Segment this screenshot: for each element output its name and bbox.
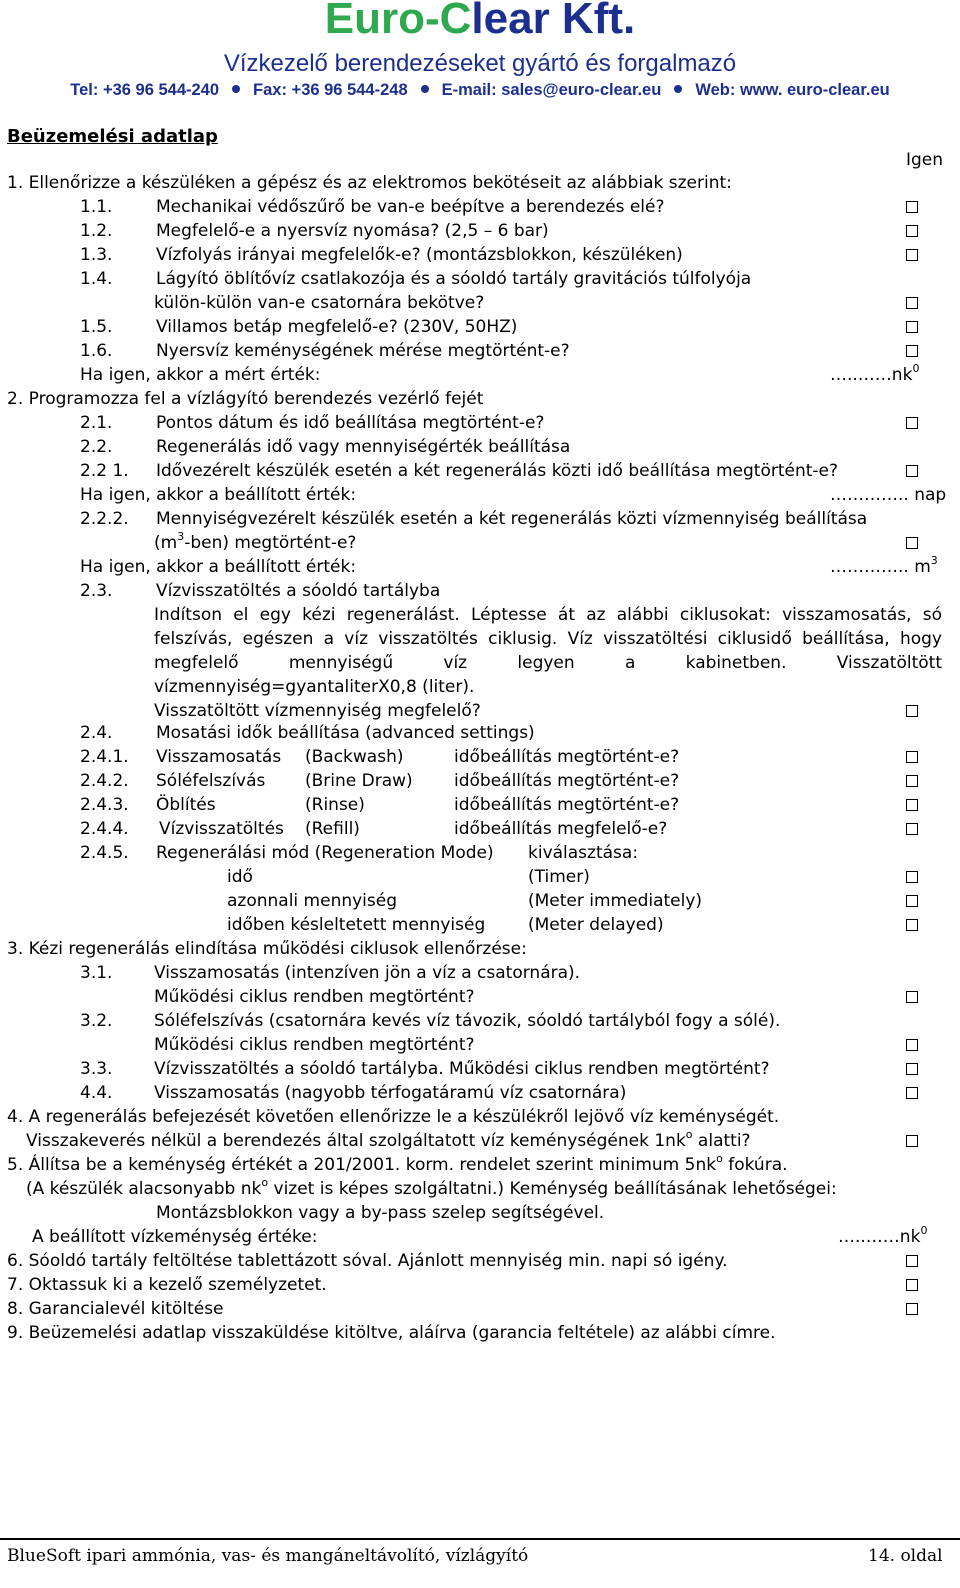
value-prompt: Ha igen, akkor a mért érték: xyxy=(80,365,321,385)
item-number: 2.4.4. xyxy=(80,819,129,839)
item-text xyxy=(26,1130,751,1152)
item-number: 2.4. xyxy=(80,723,113,743)
degree-superscript: o xyxy=(716,1152,723,1166)
section-5-heading xyxy=(7,1154,788,1176)
mode-english: (Timer) xyxy=(528,867,590,887)
unit-superscript: 3 xyxy=(177,530,185,544)
item-text: Mennyiségvezérelt készülék esetén a két regenerálás közti vízmennyiség beállítása xyxy=(156,509,868,529)
text-part: (m xyxy=(154,533,178,553)
item-text: Vízvisszatöltés a sóoldó tartályba. Működési ciklus rendben megtörtént? xyxy=(154,1059,770,1079)
item-number: 3.2. xyxy=(80,1011,113,1031)
cycle-english: (Rinse) xyxy=(305,795,365,815)
item-text: Regenerálás idő vagy mennyiségérték beállítása xyxy=(156,437,571,457)
mode-name: időben késleltetett mennyiség xyxy=(227,915,486,935)
item-number: 1.4. xyxy=(80,269,113,289)
contact-fax: Fax: +36 96 544-248 xyxy=(253,81,408,99)
section-1-heading: 1. Ellenőrizze a készüléken a gépész és az elektromos bekötéseit az alábbiak szerint: xyxy=(7,173,732,193)
value-field[interactable] xyxy=(830,364,919,386)
section-8-heading: 8. Garancialevél kitöltése xyxy=(7,1299,224,1319)
section-7-heading: 7. Oktassuk ki a kezelő személyzetet. xyxy=(7,1275,327,1295)
mode-name: idő xyxy=(227,867,253,887)
checkbox-2-4-2[interactable] xyxy=(906,775,918,787)
checkbox-2-4-4[interactable] xyxy=(906,823,918,835)
item-number: 1.6. xyxy=(80,341,113,361)
unit-superscript: 0 xyxy=(920,1224,928,1238)
item-number: 3.1. xyxy=(80,963,113,983)
item-text: Mosatási idők beállítása (advanced settings) xyxy=(156,723,535,743)
mode-name: azonnali mennyiség xyxy=(227,891,398,911)
item-text: Visszamosatás (intenzíven jön a víz a csatornára). xyxy=(154,963,581,983)
degree-superscript: o xyxy=(261,1176,269,1190)
item-text xyxy=(154,532,356,554)
item-text: Lágyító öblítővíz csatlakozója és a sóoldó tartály gravitációs túlfolyója xyxy=(156,269,752,289)
footer-divider xyxy=(0,1538,960,1540)
checkbox-4[interactable] xyxy=(906,1135,918,1147)
item-number: 3.3. xyxy=(80,1059,113,1079)
checkbox-2-1[interactable] xyxy=(906,417,918,429)
checkbox-4-4[interactable] xyxy=(906,1087,918,1099)
contact-line xyxy=(0,81,960,100)
cycle-english: (Refill) xyxy=(305,819,360,839)
text-part: Visszakeverés nélkül a berendezés által szolgáltatott víz keménységének 1nk xyxy=(26,1131,686,1151)
page-title: Beüzemelési adatlap xyxy=(7,126,218,147)
item-number: 2.2. xyxy=(80,437,113,457)
cycle-check-text: időbeállítás megtörtént-e? xyxy=(454,747,680,767)
paragraph-line: Visszatöltött vízmennyiség megfelelő? xyxy=(154,701,481,721)
degree-superscript: o xyxy=(685,1128,693,1142)
value-prompt: Ha igen, akkor a beállított érték: xyxy=(80,557,357,577)
cycle-english: (Brine Draw) xyxy=(305,771,413,791)
section-9-heading: 9. Beüzemelési adatlap visszaküldése kitöltve, aláírva (garancia feltétele) az alábbi címre. xyxy=(7,1323,776,1343)
paragraph-line: megfelelő mennyiségű víz legyen a kabinetben. Visszatöltött xyxy=(154,653,942,673)
contact-email[interactable]: E-mail: sales@euro-clear.eu xyxy=(441,81,662,99)
checkbox-mode-immediate[interactable] xyxy=(906,895,918,907)
item-text: Megfelelő-e a nyersvíz nyomása? (2,5 – 6 bar) xyxy=(156,221,549,241)
page-number: 14. oldal xyxy=(868,1546,943,1566)
item-number: 1.2. xyxy=(80,221,113,241)
mode-english: (Meter immediately) xyxy=(528,891,703,911)
value-field[interactable]: ………….. nap xyxy=(830,485,947,505)
value-prompt: A beállított vízkeménység értéke: xyxy=(32,1227,318,1247)
brand-part-blue: lear Kft. xyxy=(471,0,636,43)
company-brand xyxy=(0,0,960,44)
section-4-heading: 4. A regenerálás befejezését követően ellenőrizze le a készülékről lejövő víz keménységét. xyxy=(7,1107,780,1127)
checkbox-2-4-1[interactable] xyxy=(906,751,918,763)
checkbox-1-5[interactable] xyxy=(906,321,918,333)
item-number: 2.4.3. xyxy=(80,795,129,815)
checkbox-7[interactable] xyxy=(906,1279,918,1291)
paragraph-line: felszívás, egészen a víz visszatöltés ciklusig. Víz visszatöltési ciklusidő beállítása, hogy xyxy=(154,629,942,649)
checkbox-1-6[interactable] xyxy=(906,345,918,357)
item-text: Működési ciklus rendben megtörtént? xyxy=(154,1035,475,1055)
section-3-heading: 3. Kézi regenerálás elindítása működési ciklusok ellenőrzése: xyxy=(7,939,527,959)
cycle-english: (Backwash) xyxy=(305,747,404,767)
checkbox-2-4-3[interactable] xyxy=(906,799,918,811)
cycle-name: Öblítés xyxy=(156,795,216,815)
item-number: 1.3. xyxy=(80,245,113,265)
checkbox-mode-timer[interactable] xyxy=(906,871,918,883)
item-text: Vízfolyás irányai megfelelők-e? (montázsblokkon, készüléken) xyxy=(156,245,683,265)
contact-tel: Tel: +36 96 544-240 xyxy=(70,81,220,99)
section-6-heading: 6. Sóoldó tartály feltöltése tablettázott sóval. Ajánlott mennyiség min. napi só igény. xyxy=(7,1251,728,1271)
checkbox-1-2[interactable] xyxy=(906,225,918,237)
cycle-check-text: időbeállítás megfelelő-e? xyxy=(454,819,668,839)
item-text: Mechanikai védőszűrő be van-e beépítve a berendezés elé? xyxy=(156,197,665,217)
item-text: Visszamosatás (nagyobb térfogatáramú víz csatornára) xyxy=(154,1083,627,1103)
text-part: alatti? xyxy=(692,1131,751,1151)
company-tagline: Vízkezelő berendezéseket gyártó és forgalmazó xyxy=(223,50,737,77)
item-number: 2.2 1. xyxy=(80,461,129,481)
item-text: külön-külön van-e csatornára bekötve? xyxy=(154,293,485,313)
text-part: 5. Állítsa be a keménység értékét a 201/2001. korm. rendelet szerint minimum 5nk xyxy=(7,1155,717,1175)
checkbox-6[interactable] xyxy=(906,1255,918,1267)
bullet-icon xyxy=(232,85,240,93)
value-field[interactable] xyxy=(830,556,938,578)
section-2-heading: 2. Programozza fel a vízlágyító berendezés vezérlő fejét xyxy=(7,389,484,409)
item-text: Regenerálási mód (Regeneration Mode) xyxy=(156,843,494,863)
cycle-name: Vízvisszatöltés xyxy=(159,819,284,839)
unit-superscript: 0 xyxy=(912,362,920,376)
bullet-icon xyxy=(674,85,682,93)
cycle-check-text: időbeállítás megtörtént-e? xyxy=(454,795,680,815)
value-prompt: Ha igen, akkor a beállított érték: xyxy=(80,485,357,505)
item-number: 2.4.1. xyxy=(80,747,129,767)
item-number: 1.1. xyxy=(80,197,113,217)
checkbox-1-3[interactable] xyxy=(906,249,918,261)
checkbox-3-3[interactable] xyxy=(906,1063,918,1075)
item-text: Idővezérelt készülék esetén a két regenerálás közti idő beállítása megtörtént-e? xyxy=(156,461,839,481)
checkbox-1-4[interactable] xyxy=(906,297,918,309)
paragraph-line: Indítson el egy kézi regenerálást. Léptesse át az alábbi ciklusokat: visszamosatás, só xyxy=(154,605,942,625)
contact-web[interactable]: Web: www. euro-clear.eu xyxy=(695,81,890,99)
text-part: -ben) megtörtént-e? xyxy=(184,533,357,553)
item-text: Sóléfelszívás (csatornára kevés víz távozik, sóoldó tartályból fogy a sólé). xyxy=(154,1011,781,1031)
item-text: Pontos dátum és idő beállítása megtörtént-e? xyxy=(156,413,545,433)
item-text: kiválasztása: xyxy=(528,843,639,863)
value-dots: …..……nk xyxy=(830,365,913,385)
checkbox-mode-delayed[interactable] xyxy=(906,919,918,931)
item-text: Működési ciklus rendben megtörtént? xyxy=(154,987,475,1007)
value-dots: ………….. m xyxy=(830,557,931,577)
item-number: 1.5. xyxy=(80,317,113,337)
item-number: 2.1. xyxy=(80,413,113,433)
checkbox-2-2-2[interactable] xyxy=(906,537,918,549)
checkbox-8[interactable] xyxy=(906,1303,918,1315)
item-text xyxy=(26,1178,837,1200)
value-dots: …..……nk xyxy=(838,1227,921,1247)
item-number: 2.4.2. xyxy=(80,771,129,791)
footer-product: BlueSoft ipari ammónia, vas- és mangáneltávolító, vízlágyító xyxy=(7,1546,529,1566)
checkbox-1-1[interactable] xyxy=(906,201,918,213)
checkbox-3-1[interactable] xyxy=(906,991,918,1003)
checkbox-2-2-1[interactable] xyxy=(906,465,918,477)
item-text: Nyersvíz keménységének mérése megtörtént-e? xyxy=(156,341,570,361)
item-number: 2.4.5. xyxy=(80,843,129,863)
text-part: fokúra. xyxy=(722,1155,788,1175)
bullet-icon xyxy=(421,85,429,93)
cycle-check-text: időbeállítás megtörtént-e? xyxy=(454,771,680,791)
value-field[interactable] xyxy=(838,1226,927,1248)
text-part: (A készülék alacsonyabb nk xyxy=(26,1179,262,1199)
item-number: 2.2.2. xyxy=(80,509,129,529)
item-number: 4.4. xyxy=(80,1083,113,1103)
item-text: Vízvisszatöltés a sóoldó tartályba xyxy=(156,581,441,601)
cycle-name: Visszamosatás xyxy=(156,747,282,767)
item-number: 2.3. xyxy=(80,581,113,601)
text-part: vizet is képes szolgáltatni.) Keménység beállításának lehetőségei: xyxy=(268,1179,837,1199)
mode-english: (Meter delayed) xyxy=(528,915,664,935)
item-text: Villamos betáp megfelelő-e? (230V, 50HZ) xyxy=(156,317,518,337)
cycle-name: Sóléfelszívás xyxy=(156,771,266,791)
igen-column-header: Igen xyxy=(906,150,944,170)
brand-part-green: Euro-C xyxy=(324,0,472,43)
paragraph-line: vízmennyiség=gyantaliterX0,8 (liter). xyxy=(154,677,475,697)
item-text: Montázsblokkon vagy a by-pass szelep segítségével. xyxy=(156,1203,605,1223)
unit-superscript: 3 xyxy=(930,554,938,568)
checkbox-3-2[interactable] xyxy=(906,1039,918,1051)
checkbox-2-3[interactable] xyxy=(906,705,918,717)
